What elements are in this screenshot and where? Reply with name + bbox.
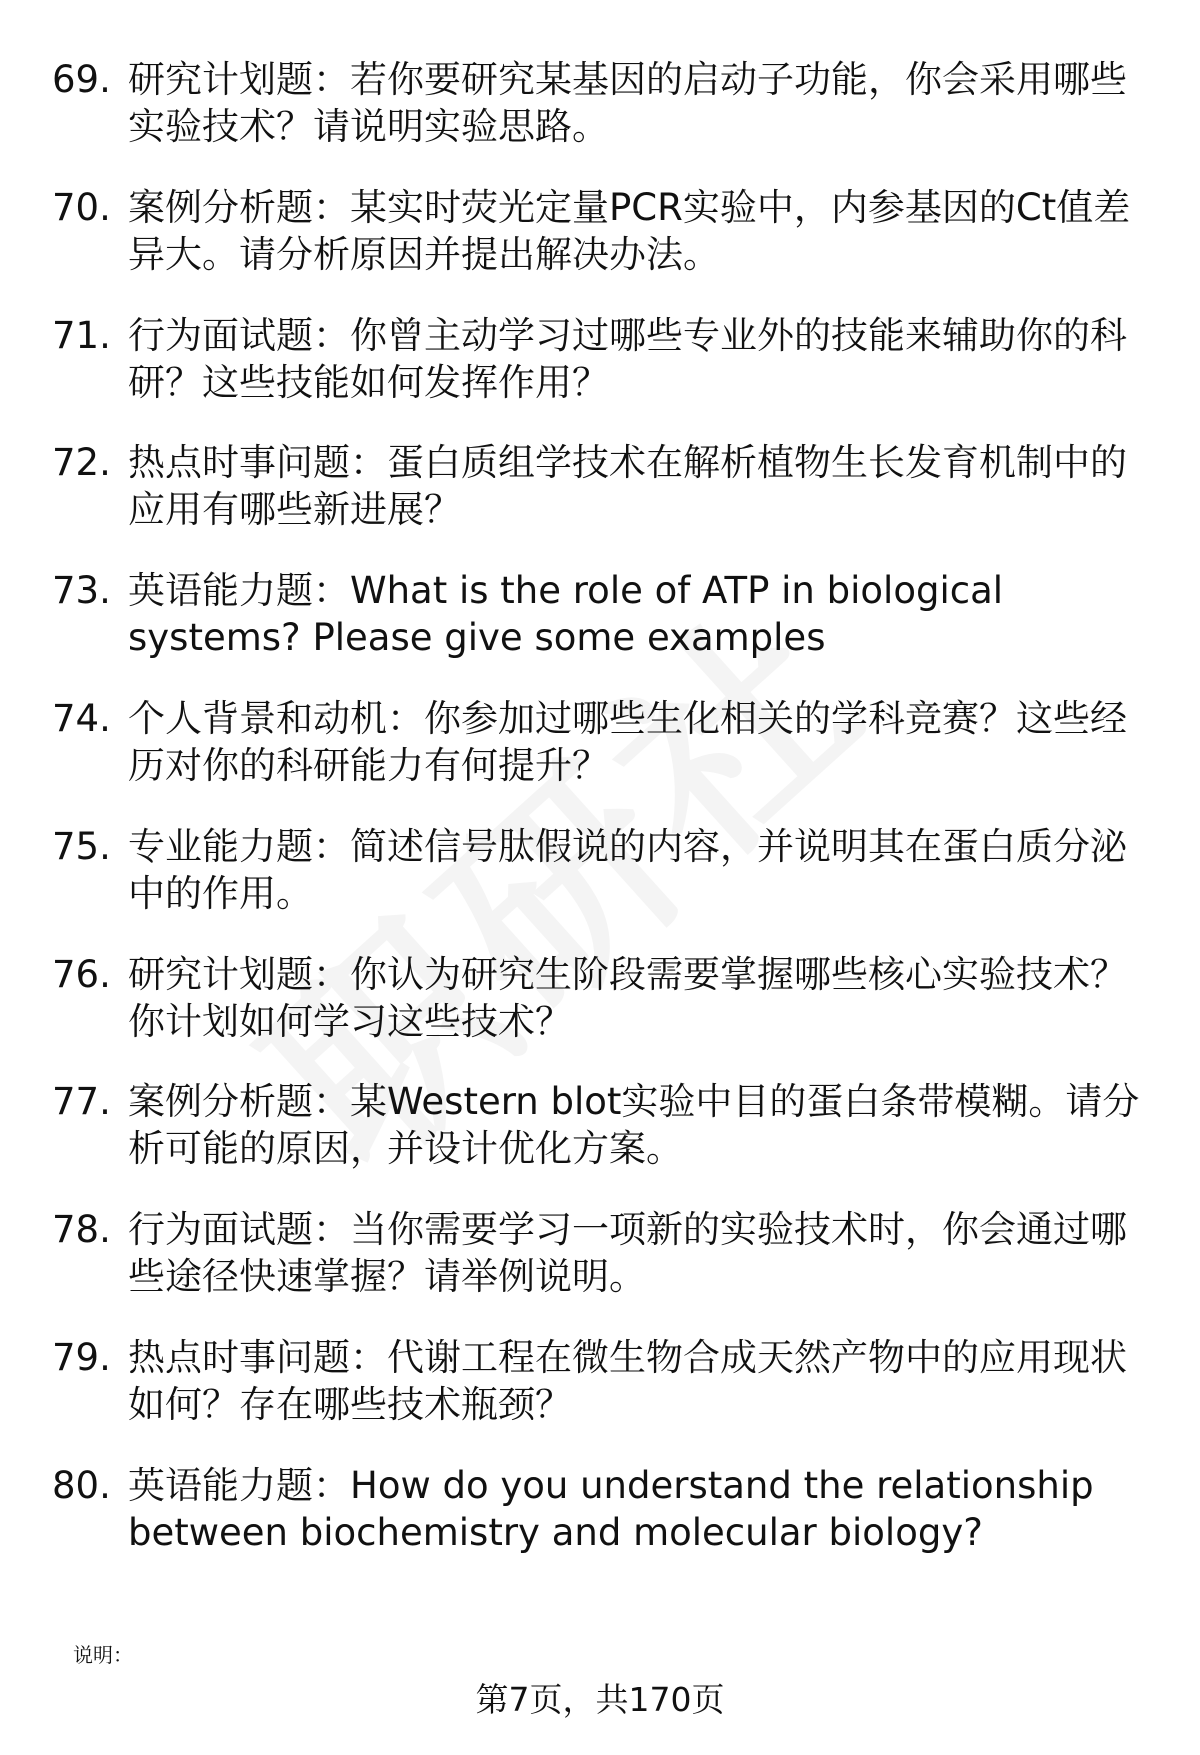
question-text: 案例分析题：某实时荧光定量PCR实验中，内参基因的Ct值差异大。请分析原因并提出解决办法。: [128, 185, 1131, 276]
question-item: [52, 56, 1147, 150]
question-number: 69.: [52, 58, 111, 101]
question-text: 个人背景和动机：你参加过哪些生化相关的学科竞赛？这些经历对你的科研能力有何提升？: [128, 696, 1127, 787]
question-item: [52, 1206, 1147, 1300]
question-item: [52, 1462, 1147, 1556]
question-number: 71.: [52, 313, 111, 357]
question-text: 研究计划题：你认为研究生阶段需要掌握哪些核心实验技术？你计划如何学习这些技术？: [128, 952, 1127, 1043]
question-item: [52, 951, 1147, 1045]
question-number: 75.: [52, 824, 111, 868]
question-item: [52, 695, 1147, 789]
question-item: [52, 1078, 1147, 1172]
question-list: [52, 56, 1147, 1590]
question-item: [52, 567, 1147, 661]
question-item: [52, 184, 1147, 278]
question-text: 研究计划题：若你要研究某基因的启动子功能，你会采用哪些实验技术？请说明实验思路。: [128, 58, 1127, 148]
question-text: 案例分析题：某Western blot实验中目的蛋白条带模糊。请分析可能的原因，并设计优化方案。: [128, 1080, 1140, 1171]
question-number: 77.: [52, 1080, 111, 1124]
question-text: 英语能力题：What is the role of ATP in biological systems? Please give some examples: [128, 569, 1004, 660]
question-item: [52, 439, 1147, 533]
question-number: 78.: [52, 1208, 111, 1252]
question-number: 80.: [52, 1463, 111, 1507]
question-text: 行为面试题：你曾主动学习过哪些专业外的技能来辅助你的科研？这些技能如何发挥作用？: [128, 313, 1127, 404]
question-text: 专业能力题：简述信号肽假说的内容，并说明其在蛋白质分泌中的作用。: [128, 824, 1127, 915]
question-number: 74.: [52, 696, 111, 740]
question-number: 76.: [52, 952, 111, 996]
question-item: [52, 312, 1147, 406]
question-text: 热点时事问题：代谢工程在微生物合成天然产物中的应用现状如何？存在哪些技术瓶颈？: [128, 1335, 1127, 1426]
question-text: 行为面试题：当你需要学习一项新的实验技术时，你会通过哪些途径快速掌握？请举例说明。: [128, 1208, 1127, 1299]
question-number: 72.: [52, 441, 111, 485]
question-number: 73.: [52, 569, 111, 613]
question-item: [52, 823, 1147, 917]
note-label: 说明：: [73, 1643, 133, 1667]
question-text: 热点时事问题：蛋白质组学技术在解析植物生长发育机制中的应用有哪些新进展？: [128, 441, 1127, 532]
question-number: 70.: [52, 185, 111, 229]
page-indicator: 第7页，共170页: [475, 1680, 725, 1719]
question-text: 英语能力题：How do you understand the relationship between biochemistry and molecular biology?: [128, 1463, 1094, 1554]
question-item: [52, 1334, 1147, 1428]
question-number: 79.: [52, 1335, 111, 1379]
